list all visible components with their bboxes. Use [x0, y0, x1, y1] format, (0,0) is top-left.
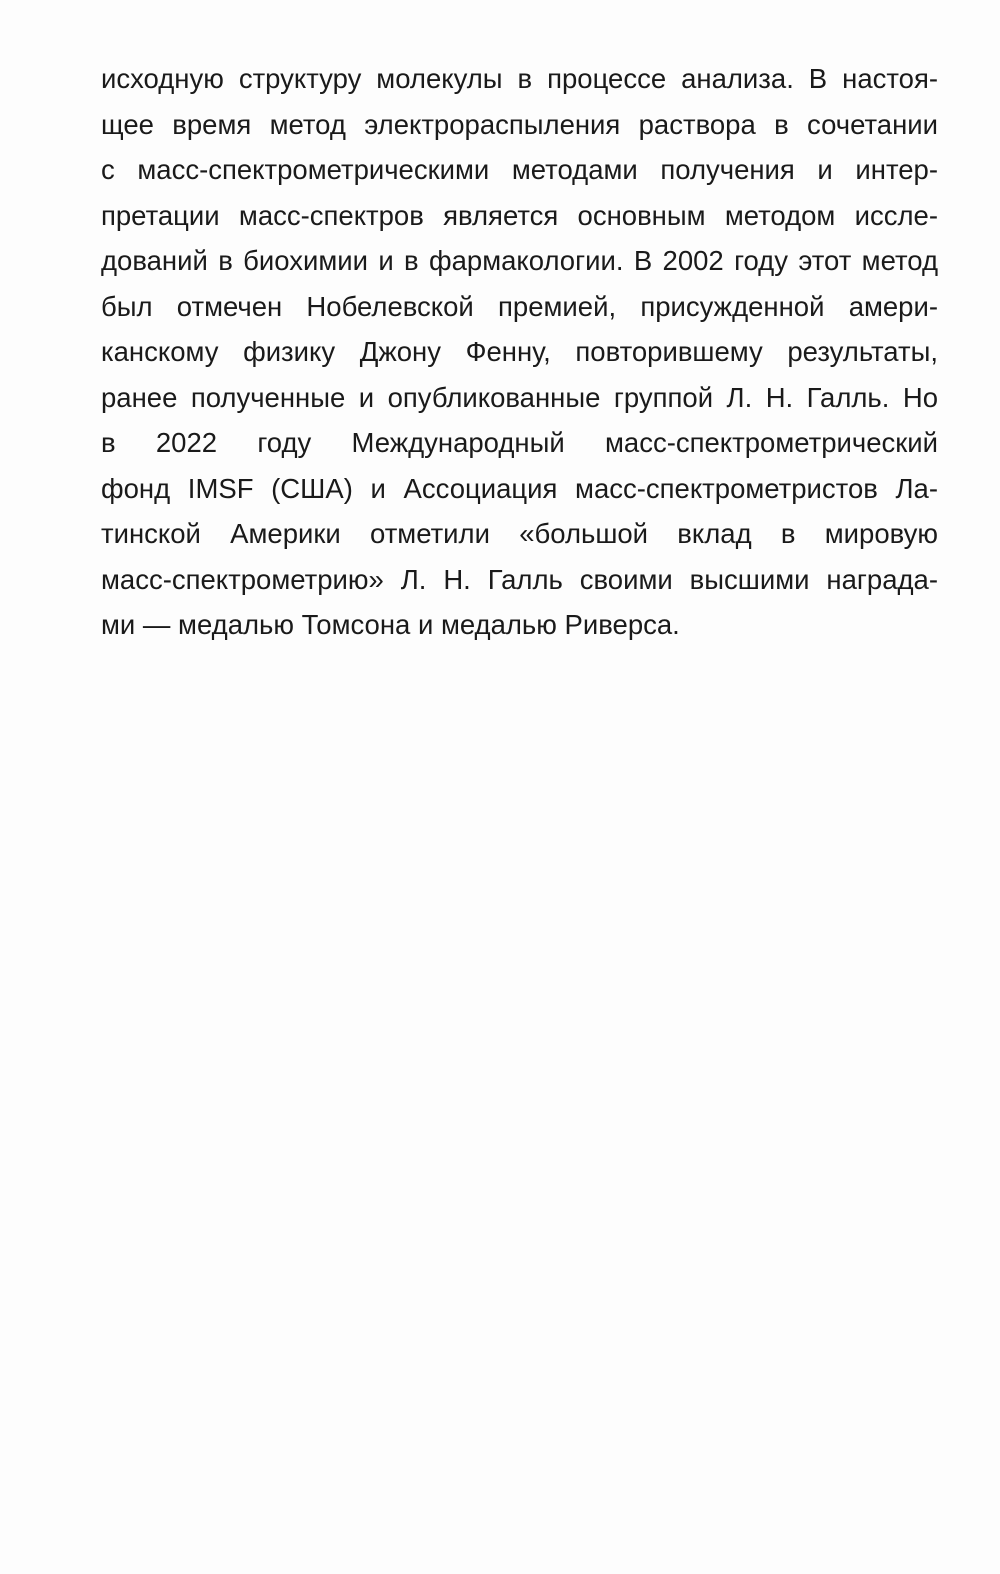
text-line-7: канскому физику Джону Фенну, повторившему результаты,: [101, 336, 938, 367]
body-paragraph: [101, 56, 938, 648]
text-line-12: масс-спектрометрию» Л. Н. Галль своими высшими награда-: [101, 563, 938, 595]
text-line-2: щее время метод электрораспыления раствора в сочетании: [101, 108, 938, 140]
text-line-11: тинской Америки отметили «большой вклад в мировую: [101, 518, 938, 549]
text-line-6: был отмечен Нобелевской премией, присужденной амери-: [101, 290, 938, 322]
text-line-1: исходную структуру молекулы в процессе анализа. В настоя-: [101, 63, 938, 94]
text-line-13: ми — медалью Томсона и медалью Риверса.: [101, 609, 680, 640]
text-line-9: в 2022 году Международный масс-спектрометрический: [101, 427, 938, 458]
text-line-3: с масс-спектрометрическими методами получения и интер-: [101, 154, 938, 185]
text-line-5: дований в биохимии и в фармакологии. В 2002 году этот метод: [101, 245, 938, 276]
text-line-4: претации масс-спектров является основным методом иссле-: [101, 199, 938, 231]
text-line-10: фонд IMSF (США) и Ассоциация масс-спектрометристов Ла-: [101, 472, 938, 504]
text-line-8: ранее полученные и опубликованные группой Л. Н. Галль. Но: [101, 381, 938, 413]
